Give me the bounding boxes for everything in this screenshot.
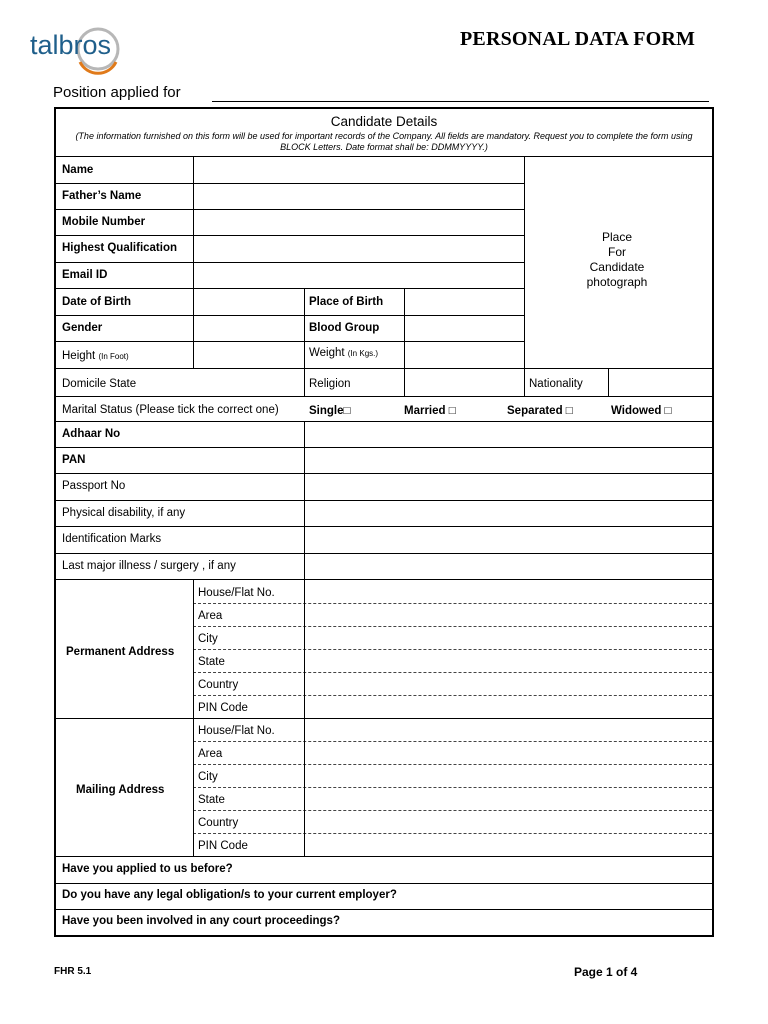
qualification-label: Highest Qualification <box>62 242 178 254</box>
religion-label: Religion <box>309 378 351 390</box>
gender-input[interactable] <box>194 316 304 341</box>
mail-city-label: City <box>198 771 218 783</box>
permanent-address-label: Permanent Address <box>66 646 175 658</box>
perm-state-label: State <box>198 656 225 668</box>
illness-input[interactable] <box>305 554 712 579</box>
nationality-input[interactable] <box>609 369 712 396</box>
pan-input[interactable] <box>305 448 712 473</box>
perm-area-label: Area <box>198 610 223 622</box>
candidate-details-form <box>54 107 714 937</box>
weight-input[interactable] <box>405 342 524 368</box>
perm-country-label: Country <box>198 679 239 691</box>
domicile-input[interactable] <box>194 369 304 396</box>
identification-marks-label: Identification Marks <box>62 533 162 545</box>
nationality-label: Nationality <box>529 378 583 390</box>
fathers-name-label: Father’s Name <box>62 190 142 202</box>
mobile-label: Mobile Number <box>62 216 146 228</box>
name-input[interactable] <box>194 157 524 183</box>
adhaar-input[interactable] <box>305 422 712 447</box>
adhaar-label: Adhaar No <box>62 428 121 440</box>
form-title: PERSONAL DATA FORM <box>460 28 696 50</box>
mail-pin-label: PIN Code <box>198 840 248 852</box>
photo-instructions: Place For Candidate photograph <box>586 230 648 289</box>
identification-marks-input[interactable] <box>305 527 712 553</box>
name-label: Name <box>62 164 94 176</box>
permanent-address-input[interactable] <box>305 580 712 718</box>
mailing-address-label: Mailing Address <box>76 784 165 796</box>
svg-text:talbros: talbros <box>30 30 112 60</box>
page-number: Page 1 of 4 <box>574 965 638 979</box>
mail-country-label: Country <box>198 817 239 829</box>
dob-label: Date of Birth <box>62 296 131 308</box>
separated-checkbox[interactable]: Separated □ <box>507 405 573 417</box>
religion-input[interactable] <box>405 369 524 396</box>
perm-house-label: House/Flat No. <box>198 587 275 599</box>
pan-label: PAN <box>62 454 86 466</box>
talbros-logo <box>28 24 158 79</box>
gender-label: Gender <box>62 322 103 334</box>
height-input[interactable] <box>194 342 304 368</box>
section-note: (The information furnished on this form will be used for important records of the Company. All fields are mandatory. Request you to complete the form using BLOCK Letters. Date format shall be: DDMMYYYY.) <box>75 131 693 152</box>
question-court-proceedings: Have you been involved in any court proceedings? <box>62 915 340 927</box>
perm-city-label: City <box>198 633 218 645</box>
height-label: Height (In Foot) <box>62 350 129 362</box>
mail-state-label: State <box>198 794 225 806</box>
passport-input[interactable] <box>305 474 712 500</box>
perm-pin-label: PIN Code <box>198 702 248 714</box>
marital-status-label: Marital Status (Please tick the correct one) <box>62 404 279 416</box>
mail-house-label: House/Flat No. <box>198 725 275 737</box>
blood-group-label: Blood Group <box>309 322 380 334</box>
illness-label: Last major illness / surgery , if any <box>62 560 236 572</box>
mobile-input[interactable] <box>194 210 524 235</box>
married-checkbox[interactable]: Married □ <box>404 405 456 417</box>
pob-label: Place of Birth <box>309 296 384 308</box>
qualification-input[interactable] <box>194 236 524 262</box>
question-legal-obligation: Do you have any legal obligation/s to your current employer? <box>62 889 397 901</box>
question-applied-before: Have you applied to us before? <box>62 863 233 875</box>
domicile-label: Domicile State <box>62 378 137 390</box>
email-label: Email ID <box>62 269 108 281</box>
fathers-name-input[interactable] <box>194 184 524 209</box>
widowed-checkbox[interactable]: Widowed □ <box>611 405 672 417</box>
disability-input[interactable] <box>305 501 712 526</box>
position-applied-input[interactable] <box>212 101 709 102</box>
weight-label: Weight (In Kgs.) <box>309 347 379 359</box>
blood-group-input[interactable] <box>405 316 524 341</box>
mailing-address-input[interactable] <box>305 719 712 856</box>
section-title: Candidate Details <box>330 114 438 129</box>
passport-label: Passport No <box>62 480 126 492</box>
position-applied-label: Position applied for <box>53 84 181 101</box>
single-checkbox[interactable]: Single□ <box>309 405 351 417</box>
mail-area-label: Area <box>198 748 223 760</box>
form-code: FHR 5.1 <box>54 966 92 977</box>
email-input[interactable] <box>194 263 524 288</box>
dob-input[interactable] <box>194 289 304 315</box>
pob-input[interactable] <box>405 289 524 315</box>
disability-label: Physical disability, if any <box>62 507 186 519</box>
